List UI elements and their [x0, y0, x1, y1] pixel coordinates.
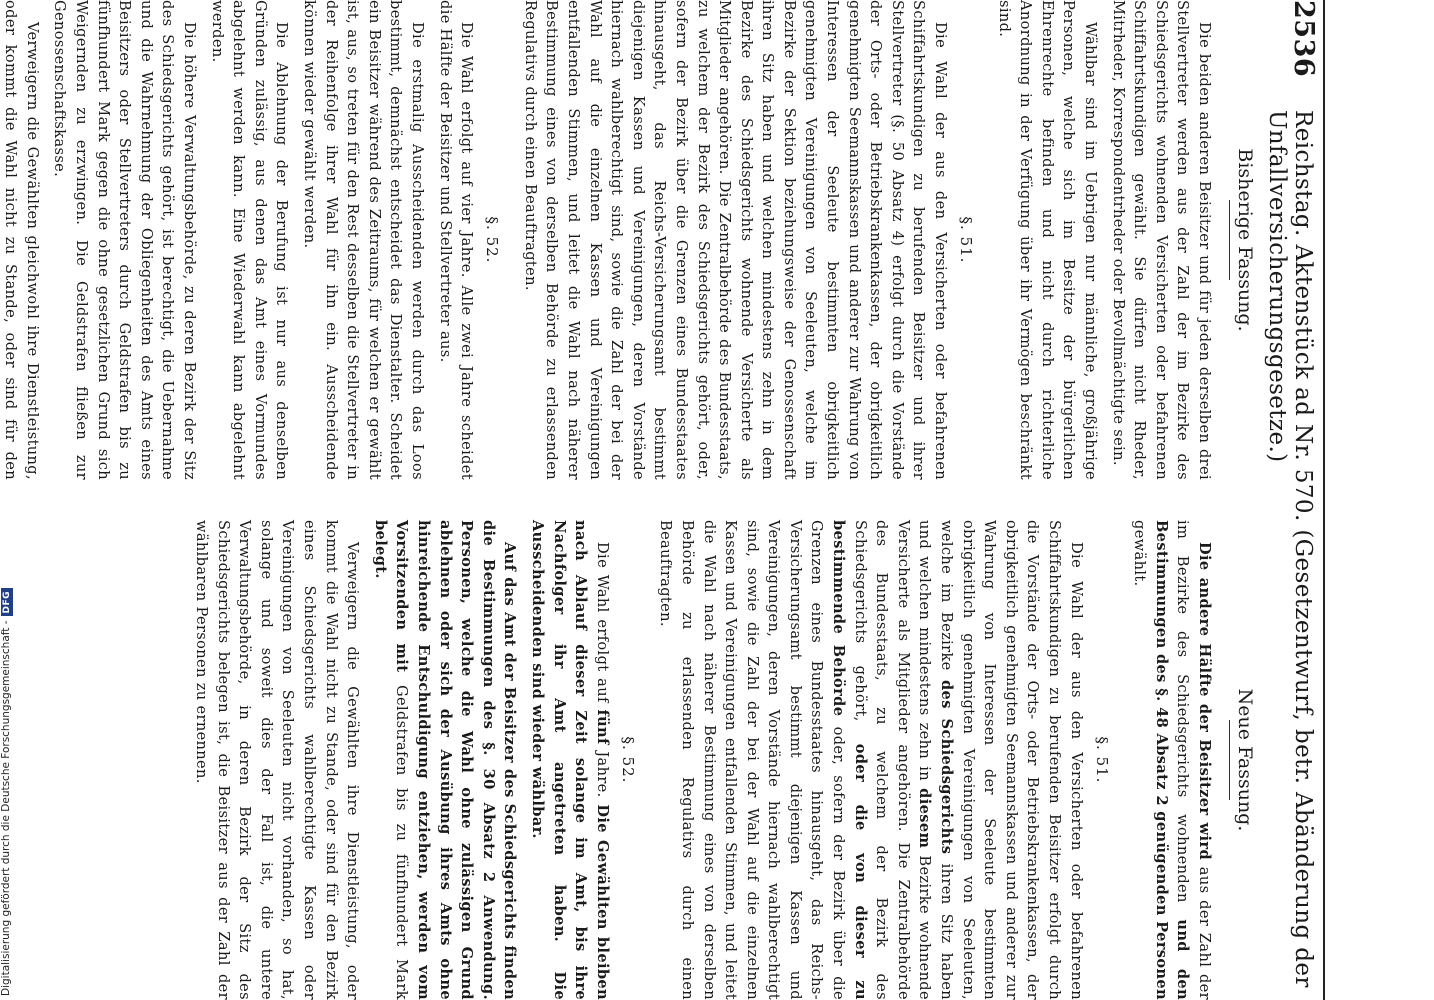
text-run: Die Wahl erfolgt auf: [593, 542, 611, 710]
paragraph: Die Wahl der aus den Versicherten oder befahrenen Schiffahrtskundigen zu berufenden Beisitzer und ihrer Stellvertreter (§. 50 Absatz 4) erfolgt durch die Vorstände der Orts- oder Betriebskrankenkassen, der obrigkeitlich genehmigten Seemannskassen und anderer zur Wahrung von Interessen der Seeleute bestimmten obrigkeitlich genehmigten Vereinigungen von Seeleuten, welche im Bezirke der Sektion beziehungsweise der Genossenschaft ihren Sitz haben und welchen mindestens zehn in dem Bezirke des Schiedsgerichts wohnende Versicherte als Mitglieder angehören. Die Zentralbehörde des Bundesstaats, zu welchem der Bezirk des Schiedsgerichts gehört, oder, sofern der Bezirk über die Grenzen eines Bundesstaates hinausgeht, das Reichs-Versicherungsamt bestimmt diejenigen Kassen und Vereinigungen, deren Vorstände hiernach wahlberechtigt sind, sowie die Zahl der bei der Wahl auf die einzelnen Kassen und Vereinigungen entfallenden Stimmen, und leitet die Wahl nach näherer Bestimmung eines von derselben Behörde zu erlassenden Regulativs durch einen Beauftragten.: [521, 0, 950, 480]
bold-text-run: diesem: [916, 788, 934, 849]
column-heading-old: Bisherige Fassung.: [1234, 148, 1256, 332]
text-run: oder, sofern der Bezirk über die Grenzen eines Bundesstaates hinausgeht, das Reichs-Versicherungsamt bestimmt diejenigen Kassen und Vereinigungen, deren Vorstände hiernach wahlberechtigt sind, sowie die Zahl der bei der Wahl auf die einzelnen Kassen und Vereinigungen entfallenden Stimmen, und leitet die Wahl nach näherer Bestimmung eines von derselben Behörde zu erlassenden Regulativs durch einen Beauftragten.: [657, 520, 848, 1000]
digitization-note: Digitalisierung gefördert durch die Deutsche Forschungsgemeinschaft -: [0, 620, 12, 996]
section-heading: §. 51.: [1092, 736, 1111, 784]
paragraph: [655, 520, 1087, 1000]
bold-text-run: des Schiedsgerichts: [938, 680, 956, 855]
paragraph: Die beiden anderen Beisitzer und für jeden derselben drei Stellvertreter werden aus der Zahl der im Bezirke des Schiedsgerichts wohnenden Versicherten oder befahrenen Schiffahrtskundigen gewählt. Sie dürfen nicht Rheder, Mitrheder, Korrespondentrheder oder Bevollmächtigte sein.: [1109, 0, 1213, 480]
text-run: Jahre.: [593, 744, 611, 805]
section-heading: §. 51.: [957, 216, 976, 264]
paragraph: [1129, 520, 1215, 1000]
paragraph: [369, 520, 520, 1000]
bold-text-run: oder die von dieser zu bestimmende Behörde: [830, 520, 869, 1000]
page-header: [1264, 0, 1325, 1000]
dfg-logo: DFG: [1, 588, 13, 617]
section-heading: §. 52.: [618, 736, 637, 784]
bold-text-run: fünf: [593, 709, 611, 745]
heading-rule: [1229, 720, 1230, 800]
column-old-version: [2, 0, 1270, 480]
section-heading: §. 52.: [483, 216, 502, 264]
text-run: ihren Sitz haben und welchen mindestens zehn in: [916, 520, 956, 1000]
heading-rule: [1229, 200, 1230, 280]
bold-text-run: Auf das Amt der Beisitzer des Schiedsgerichts finden die Bestimmungen des §. 30 Absatz 2 Anwendung. Personen, welche die Wahl ohne zulässigen Grund ablehnen oder sich der Ausübung ihres Amts ohne hinreichende Entschuldigung entziehen, werden vom Vorsitzenden mit: [393, 520, 519, 1000]
paragraph: Wählbar sind im Uebrigen nur männliche, großjährige Personen, welche sich im Besitze der bürgerlichen Ehrenrechte befinden und nicht durch richterliche Anordnung in der Verfügung über ihr Vermögen beschränkt sind.: [995, 0, 1100, 480]
bold-text-run: Die Gewählten bleiben nach Ablauf dieser Zeit solange im Amt, bis ihre Nachfolger ihr Amt angetreten haben. Die Ausscheidenden sind wieder wählbar.: [528, 520, 611, 1000]
page-title: Reichstag. Aktenstück ad Nr. 570. (Gesetzentwurf, betr. Abänderung der Unfallversicherungsgesetze.): [1264, 110, 1316, 988]
text-run: Bezirke wohnende Versicherte als Mitglieder angehören. Die Zentralbehörde des Bundesstaats, zu welchem der Bezirk des Schiedsgerichts gehört,: [851, 520, 934, 1000]
text-run: Geldstrafen bis zu fünfhundert Mark: [393, 672, 411, 1000]
column-new-version: [90, 520, 1270, 1000]
text-run: aus der Zahl der im Bezirke des Schiedsgerichts wohnenden: [1174, 520, 1213, 1000]
text-run: gewählt.: [1131, 520, 1149, 587]
digitization-credit: [0, 590, 26, 1000]
bold-text-run: Die andere Hälfte der Beisitzer wird: [1196, 542, 1213, 861]
paragraph: Die Wahl erfolgt auf vier Jahre. Alle zwei Jahre scheidet die Hälfte der Beisitzer und Stellvertreter aus.: [436, 0, 476, 480]
column-heading-new: Neue Fassung.: [1234, 688, 1256, 832]
paragraph: [526, 520, 612, 1000]
paragraph: Die Ablehnung der Berufung ist nur aus denselben Gründen zulässig, aus denen das Amt eines Vormundes abgelehnt werden kann. Eine Wiederwahl kann abgelehnt werden.: [208, 0, 291, 480]
bold-text-run: und den Bestimmungen des §. 48 Absatz 2 genügenden Personen: [1152, 520, 1192, 1000]
paragraph: Die erstmalig Ausscheidenden werden durch das Loos bestimmt, demnächst entscheidet das Dienstalter. Scheidet ein Beisitzer während des Zeitraums, für welchen er gewählt ist, aus, so treten für den Rest desselben die Stellvertreter in der Reihenfolge ihrer Wahl für ihn ein. Ausscheidende können wieder gewählt werden.: [301, 0, 426, 480]
paragraph: Verweigern die Gewählten ihre Dienstleistung, oder kommt die Wahl nicht zu Stande, oder sind für den Bezirk eines Schiedsgerichts wahlberechtigte Kassen oder Vereinigungen von Seeleuten nicht vorhanden, so hat, solange und soweit dies der Fall ist, die untere Verwaltungsbehörde, in deren Bezirk der Sitz des Schiedsgerichts belegen ist, die Beisitzer aus der Zahl der wählbaren Personen zu ernennen.: [193, 520, 362, 1000]
paragraph: Verweigern die Gewählten gleichwohl ihre Dienstleistung, oder kommt die Wahl nicht zu Stande, oder sind für den: [2, 0, 41, 480]
text-run: Die Wahl der aus den Versicherten oder befahrenen Schiffahrtskundigen zu berufenden Beisitzer erfolgt durch die Vorstände der Orts- oder Betriebskrankenkassen, der obrigkeitlich genehmigten Seemannskassen und anderer zur Wahrung von Interessen der Seeleute bestimmten obrigkeitlich genehmigten Vereinigungen von Seeleuten, welche im Bezirke: [938, 520, 1085, 1000]
paragraph: Die höhere Verwaltungsbehörde, zu deren Bezirk der Sitz des Schiedsgerichts gehört, ist berechtigt, die Uebernahme und die Wahrnehmung der Obliegenheiten des Amts eines Beisitzers oder Stellvertreters durch Geldstrafen bis zu fünfhundert Mark gegen die ohne gesetzlichen Grund sich Weigernden zu erzwingen. Die Geldstrafen fließen zur Genossenschaftskasse.: [51, 0, 199, 480]
bold-text-run: belegt.: [371, 520, 389, 579]
page-number: 2536: [1288, 0, 1319, 78]
